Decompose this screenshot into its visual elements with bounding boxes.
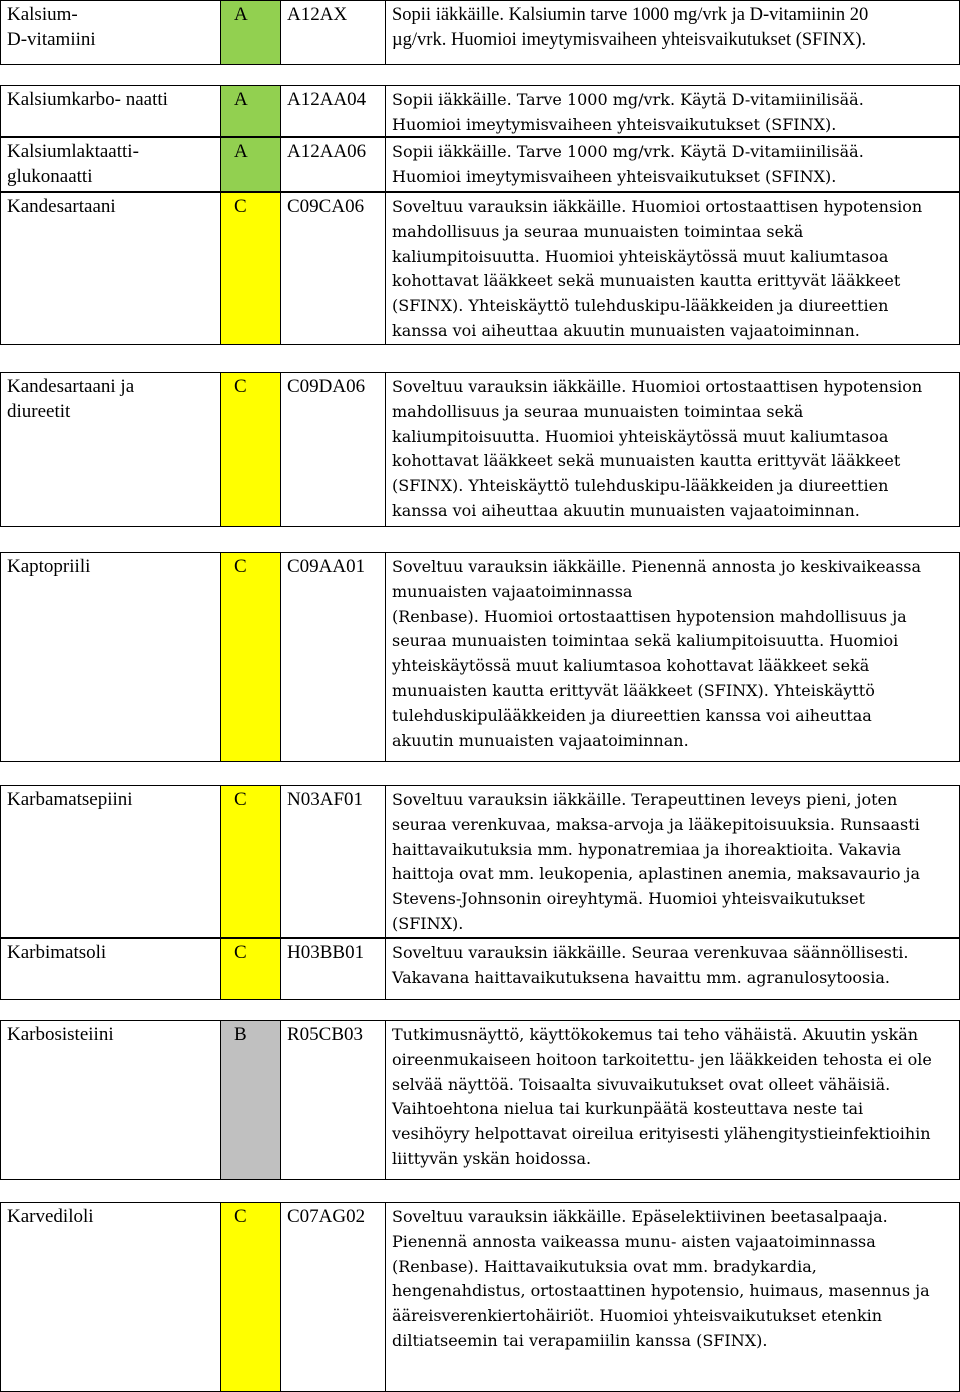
description-cell (385, 137, 960, 192)
drug-name-cell (0, 552, 221, 762)
description-cell (385, 372, 960, 527)
evidence-level-cell-text: C (234, 376, 247, 397)
row-border-top (0, 0, 960, 1)
table-row (0, 85, 960, 137)
row-border-bottom (0, 999, 960, 1000)
description-cell (385, 938, 960, 1000)
evidence-level-cell (220, 1020, 281, 1180)
drug-name-cell (0, 1202, 221, 1392)
description-cell (385, 552, 960, 762)
evidence-level-cell-text: A (234, 89, 248, 110)
description-cell (385, 785, 960, 938)
description-cell (385, 85, 960, 137)
description-cell-text: Soveltuu varauksin iäkkäille. Seuraa verenkuvaa säännöllisesti. Vakavana haittavaikutuksena havaittu mm. agranulosytoosia. (392, 943, 909, 987)
atc-code-cell (280, 1020, 386, 1180)
row-border-bottom (0, 344, 960, 345)
description-cell-text: Soveltuu varauksin iäkkäille. Terapeuttinen leveys pieni, joten seuraa verenkuvaa, maksa-arvoja ja lääkepitoisuuksia. Runsaasti haittavaikutuksia mm. hyponatremiaa ja ihoreaktioita. Vakavia haittoja ovat mm. leukopenia, aplastinen anemia, maksavaurio ja Stevens-Johnsonin oireyhtymä. Huomioi yhteisvaikutukset (SFINX). (392, 790, 921, 933)
drug-name-cell-text: Kandesartaani ja diureetit (7, 376, 135, 422)
evidence-level-cell-text: C (234, 556, 247, 577)
evidence-level-cell (220, 1202, 281, 1392)
table-row (0, 0, 960, 65)
table-row (0, 1020, 960, 1180)
description-cell (385, 192, 960, 345)
atc-code-cell-text: N03AF01 (287, 789, 364, 810)
row-border-top (0, 372, 960, 373)
table-row (0, 785, 960, 938)
atc-code-cell-text: R05CB03 (287, 1024, 364, 1045)
evidence-level-cell (220, 0, 281, 65)
atc-code-cell (280, 137, 386, 192)
table-row (0, 938, 960, 1000)
row-border-top (0, 137, 960, 138)
evidence-level-cell-text: C (234, 942, 247, 963)
table-row (0, 137, 960, 192)
description-cell-text: Soveltuu varauksin iäkkäille. Epäselektiivinen beetasalpaaja. Pienennä annosta vaikeassa munu- aisten vajaatoiminnassa (Renbase). Haittavaikutuksia ovat mm. bradykardia, hengenahdistus, ortostaattinen hypotensio, huimaus, masennus ja ääreisverenkiertohäiriöt. Huomioi yhteisvaikutukset etenkin diltiatseemin tai verapamiilin kanssa (SFINX). (392, 1207, 930, 1350)
row-border-top (0, 85, 960, 86)
row-border-bottom (0, 64, 960, 65)
row-border-top (0, 938, 960, 939)
atc-code-cell (280, 938, 386, 1000)
evidence-level-cell-text: C (234, 789, 247, 810)
description-cell (385, 0, 960, 65)
description-cell-text: Soveltuu varauksin iäkkäille. Huomioi ortostaattisen hypotension mahdollisuus ja seuraa munuaisten toimintaa sekä kaliumpitoisuutta. Huomioi yhteiskäytössä muut kaliumtasoa kohottavat lääkkeet sekä munuaisten kautta erittyvät lääkkeet (SFINX). Yhteiskäyttö tulehduskipu-lääkkeiden ja diureettien kanssa voi aiheuttaa akuutin munuaisten vajaatoiminnan. (392, 197, 923, 340)
evidence-level-cell (220, 552, 281, 762)
drug-name-cell-text: Kalsiumkarbo- naatti (7, 89, 168, 110)
atc-code-cell (280, 1202, 386, 1392)
description-cell-text: Sopii iäkkäille. Tarve 1000 mg/vrk. Käytä D-vitamiinilisää. Huomioi imeytymisvaiheen yhteisvaikutukset (SFINX). (392, 90, 864, 134)
description-cell-text: Soveltuu varauksin iäkkäille. Pienennä annosta jo keskivaikeassa munuaisten vajaatoiminnassa (Renbase). Huomioi ortostaattisen hypotension mahdollisuus ja seuraa munuaisten toimintaa sekä kaliumpitoisuutta. Huomioi yhteiskäytössä muut kaliumtasoa kohottavat lääkkeet sekä munuaisten kautta erittyvät lääkkeet (SFINX). Yhteiskäyttö tulehduskipulääkkeiden ja diureettien kanssa voi aiheuttaa akuutin munuaisten vajaatoiminnan. (392, 557, 922, 750)
atc-code-cell-text: A12AA06 (287, 141, 367, 162)
evidence-level-cell-text: C (234, 1206, 247, 1227)
table-row (0, 1202, 960, 1392)
row-border-top (0, 552, 960, 553)
atc-code-cell (280, 0, 386, 65)
drug-name-cell-text: Karbamatsepiini (7, 789, 133, 810)
evidence-level-cell-text: C (234, 196, 247, 217)
atc-code-cell-text: A12AX (287, 4, 348, 25)
atc-code-cell-text: C09DA06 (287, 376, 366, 397)
description-cell (385, 1020, 960, 1180)
atc-code-cell (280, 785, 386, 938)
atc-code-cell (280, 85, 386, 137)
evidence-level-cell (220, 137, 281, 192)
description-cell-text: Sopii iäkkäille. Kalsiumin tarve 1000 mg/vrk ja D-vitamiinin 20 µg/vrk. Huomioi imeytymisvaiheen yhteisvaikutukset (SFINX). (392, 5, 869, 50)
atc-code-cell-text: C09CA06 (287, 196, 365, 217)
drug-name-cell-text: Kalsiumlaktaatti- glukonaatti (7, 141, 139, 187)
drug-name-cell (0, 1020, 221, 1180)
evidence-level-cell-text: B (234, 1024, 247, 1045)
drug-name-cell-text: Karbimatsoli (7, 942, 107, 963)
drug-name-cell-text: Kaptopriili (7, 556, 91, 577)
drug-name-cell-text: Kandesartaani (7, 196, 116, 217)
drug-name-cell (0, 785, 221, 938)
evidence-level-cell-text: A (234, 141, 248, 162)
atc-code-cell (280, 192, 386, 345)
drug-name-cell (0, 372, 221, 527)
row-border-top (0, 785, 960, 786)
drug-name-cell (0, 0, 221, 65)
drug-name-cell (0, 137, 221, 192)
drug-name-cell (0, 85, 221, 137)
table-row (0, 372, 960, 527)
row-border-bottom (0, 526, 960, 527)
atc-code-cell-text: A12AA04 (287, 89, 367, 110)
row-border-top (0, 1020, 960, 1021)
evidence-level-cell (220, 372, 281, 527)
atc-code-cell-text: C09AA01 (287, 556, 366, 577)
atc-code-cell-text: H03BB01 (287, 942, 365, 963)
row-border-top (0, 192, 960, 193)
description-cell-text: Soveltuu varauksin iäkkäille. Huomioi ortostaattisen hypotension mahdollisuus ja seuraa munuaisten toimintaa sekä kaliumpitoisuutta. Huomioi yhteiskäytössä muut kaliumtasoa kohottavat lääkkeet sekä munuaisten kautta erittyvät lääkkeet (SFINX). Yhteiskäyttö tulehduskipu-lääkkeiden ja diureettien kanssa voi aiheuttaa akuutin munuaisten vajaatoiminnan. (392, 377, 923, 520)
drug-name-cell-text: Kalsium- D-vitamiini (7, 4, 96, 50)
drug-name-cell (0, 192, 221, 345)
row-border-top (0, 1202, 960, 1203)
table-row (0, 552, 960, 762)
description-cell (385, 1202, 960, 1392)
evidence-level-cell (220, 785, 281, 938)
evidence-level-cell (220, 938, 281, 1000)
drug-name-cell-text: Karbosisteiini (7, 1024, 114, 1045)
drug-name-cell (0, 938, 221, 1000)
row-border-bottom (0, 1179, 960, 1180)
atc-code-cell-text: C07AG02 (287, 1206, 366, 1227)
atc-code-cell (280, 372, 386, 527)
evidence-level-cell-text: A (234, 4, 248, 25)
atc-code-cell (280, 552, 386, 762)
row-border-bottom (0, 761, 960, 762)
table-row (0, 192, 960, 345)
description-cell-text: Sopii iäkkäille. Tarve 1000 mg/vrk. Käytä D-vitamiinilisää. Huomioi imeytymisvaiheen yhteisvaikutukset (SFINX). (392, 142, 864, 186)
evidence-level-cell (220, 192, 281, 345)
description-cell-text: Tutkimusnäyttö, käyttökokemus tai teho vähäistä. Akuutin yskän oireenmukaiseen hoitoon tarkoitettu- jen lääkkeiden tehosta ei ole selvää näyttöä. Toisaalta sivuvaikutukset ovat olleet vähäisiä. Vaihtoehtona nielua tai kurkunpäätä kosteuttava neste tai vesihöyry helpottavat oireilua erityisesti ylähengitystieinfektioihin liittyvän yskän hoidossa. (392, 1025, 932, 1168)
evidence-level-cell (220, 85, 281, 137)
drug-name-cell-text: Karvediloli (7, 1206, 94, 1227)
